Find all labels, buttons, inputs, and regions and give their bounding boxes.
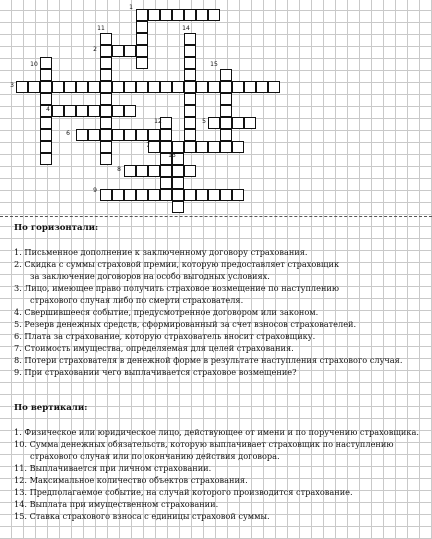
crossword-cell[interactable]: [232, 81, 244, 93]
crossword-cell[interactable]: [184, 141, 196, 153]
crossword-cell[interactable]: [52, 81, 64, 93]
crossword-cell[interactable]: [124, 105, 136, 117]
crossword-cell[interactable]: [124, 165, 136, 177]
crossword-cell[interactable]: [160, 177, 172, 189]
crossword-cell[interactable]: [100, 105, 112, 117]
crossword-cell[interactable]: [100, 153, 112, 165]
crossword-cell[interactable]: [160, 165, 172, 177]
crossword-cell[interactable]: [148, 165, 160, 177]
crossword-cell[interactable]: [100, 93, 112, 105]
clue-number: 6: [66, 130, 70, 137]
crossword-cell[interactable]: [136, 81, 148, 93]
horizontal-heading: По горизонтали:: [14, 223, 99, 233]
crossword-cell[interactable]: [40, 57, 52, 69]
clue-number: 14: [182, 25, 190, 32]
crossword-cell[interactable]: [124, 81, 136, 93]
crossword-cell[interactable]: [184, 33, 196, 45]
crossword-cell[interactable]: [100, 129, 112, 141]
clue-text: 7. Стоимость имущества, определяемая для целей страхования.: [14, 343, 294, 353]
vertical-heading: По вертикали:: [14, 403, 88, 413]
crossword-cell[interactable]: [196, 9, 208, 21]
clue-text: 6. Плата за страхование, которую страхователь вносит страховщику.: [14, 331, 316, 341]
clue-number: 8: [117, 166, 121, 173]
crossword-cell[interactable]: [160, 129, 172, 141]
crossword-cell[interactable]: [112, 81, 124, 93]
clue-text: 8. Потери страхователя в денежной форме в результате наступления страхового случая.: [14, 355, 403, 365]
crossword-cell[interactable]: [40, 141, 52, 153]
clue-number: 9: [93, 187, 97, 194]
clue-number: 7: [146, 142, 150, 149]
crossword-cell[interactable]: [100, 57, 112, 69]
clue-text: 11. Выплачивается при личном страховании.: [14, 463, 212, 473]
clue-text: 13. Предполагаемое событие, на случай которого производится страхование.: [14, 487, 353, 497]
crossword-cell[interactable]: [136, 189, 148, 201]
crossword-cell[interactable]: [232, 117, 244, 129]
crossword-cell[interactable]: [100, 81, 112, 93]
crossword-cell[interactable]: [136, 165, 148, 177]
clue-text: 15. Ставка страхового взноса с единицы страховой суммы.: [14, 511, 270, 521]
crossword-cell[interactable]: [160, 9, 172, 21]
clue-number: 15: [210, 61, 218, 68]
crossword-cell[interactable]: [268, 81, 280, 93]
crossword-cell[interactable]: [40, 153, 52, 165]
crossword-cell[interactable]: [136, 45, 148, 57]
crossword-cell[interactable]: [220, 81, 232, 93]
crossword-cell[interactable]: [208, 189, 220, 201]
crossword-cell[interactable]: [136, 129, 148, 141]
crossword-cell[interactable]: [88, 81, 100, 93]
crossword-cell[interactable]: [172, 177, 184, 189]
crossword-cell[interactable]: [184, 165, 196, 177]
crossword-cell[interactable]: [220, 105, 232, 117]
crossword-cell[interactable]: [40, 69, 52, 81]
crossword-cell[interactable]: [172, 201, 184, 213]
clue-text: 2. Скидка с суммы страховой премии, которую предоставляет страховщик: [14, 259, 340, 269]
crossword-cell[interactable]: [136, 33, 148, 45]
clue-text: 3. Лицо, имеющее право получить страховое возмещение по наступлению: [14, 283, 340, 293]
crossword-cell[interactable]: [184, 45, 196, 57]
crossword-cell[interactable]: [100, 189, 112, 201]
clue-number: 3: [10, 82, 14, 89]
crossword-cell[interactable]: [220, 69, 232, 81]
clue-number: 2: [93, 46, 97, 53]
crossword-cell[interactable]: [160, 81, 172, 93]
crossword-cell[interactable]: [124, 189, 136, 201]
crossword-cell[interactable]: [184, 93, 196, 105]
crossword-cell[interactable]: [124, 45, 136, 57]
clue-number: 10: [30, 61, 38, 68]
crossword-cell[interactable]: [148, 81, 160, 93]
crossword-cell[interactable]: [148, 189, 160, 201]
crossword-cell[interactable]: [220, 93, 232, 105]
crossword-cell[interactable]: [184, 129, 196, 141]
crossword-cell[interactable]: [148, 129, 160, 141]
crossword-cell[interactable]: [100, 69, 112, 81]
crossword-cell[interactable]: [196, 141, 208, 153]
crossword-cell[interactable]: [232, 141, 244, 153]
clue-number: 11: [97, 25, 105, 32]
crossword-cell[interactable]: [88, 105, 100, 117]
crossword-cell[interactable]: [76, 105, 88, 117]
crossword-cell[interactable]: [124, 129, 136, 141]
crossword-cell[interactable]: [244, 81, 256, 93]
crossword-cell[interactable]: [208, 141, 220, 153]
crossword-cell[interactable]: [184, 57, 196, 69]
divider: [0, 216, 432, 217]
crossword-cell[interactable]: [220, 129, 232, 141]
crossword-cell[interactable]: [40, 81, 52, 93]
clue-text: 5. Резерв денежных средств, сформированный за счет взносов страхователей.: [14, 319, 357, 329]
clue-text: 12. Максимальное количество объектов страхования.: [14, 475, 248, 485]
crossword-cell[interactable]: [172, 9, 184, 21]
clue-number: 13: [168, 152, 176, 159]
crossword-cell[interactable]: [172, 189, 184, 201]
crossword-grid: [0, 0, 432, 215]
crossword-cell[interactable]: [136, 21, 148, 33]
crossword-cell[interactable]: [208, 81, 220, 93]
crossword-cell[interactable]: [28, 81, 40, 93]
crossword-cell[interactable]: [220, 141, 232, 153]
clue-number: 5: [202, 118, 206, 125]
clue-text: страхового случая либо по смерти страхователя.: [30, 295, 244, 305]
clue-text: 4. Свершившееся событие, предусмотренное договором или законом.: [14, 307, 319, 317]
crossword-cell[interactable]: [76, 129, 88, 141]
crossword-cell[interactable]: [184, 69, 196, 81]
crossword-cell[interactable]: [136, 57, 148, 69]
crossword-cell[interactable]: [184, 189, 196, 201]
crossword-cell[interactable]: [172, 165, 184, 177]
clue-number: 12: [154, 118, 162, 125]
crossword-cell[interactable]: [76, 81, 88, 93]
crossword-cell[interactable]: [184, 81, 196, 93]
crossword-cell[interactable]: [184, 117, 196, 129]
crossword-cell[interactable]: [148, 9, 160, 21]
clue-text: страхового случая или по окончанию действия договора.: [30, 451, 280, 461]
crossword-cell[interactable]: [220, 117, 232, 129]
clue-text: 10. Сумма денежных обязательств, которую выплачивает страховщик по наступлению: [14, 439, 394, 449]
clue-number: 4: [46, 106, 50, 113]
crossword-cell[interactable]: [112, 129, 124, 141]
crossword-cell[interactable]: [40, 129, 52, 141]
crossword-cell[interactable]: [136, 9, 148, 21]
clue-text: 9. При страховании чего выплачивается страховое возмещение?: [14, 367, 297, 377]
crossword-cell[interactable]: [232, 189, 244, 201]
crossword-cell[interactable]: [64, 81, 76, 93]
crossword-cell[interactable]: [100, 33, 112, 45]
crossword-cell[interactable]: [100, 117, 112, 129]
crossword-cell[interactable]: [112, 45, 124, 57]
clue-text: 1. Физическое или юридическое лицо, действующее от имени и по поручению страховщика.: [14, 427, 419, 437]
clue-text: 1. Письменное дополнение к заключенному договору страхования.: [14, 247, 308, 257]
clue-text: за заключение договоров на особо выгодных условиях.: [30, 271, 270, 281]
crossword-cell[interactable]: [256, 81, 268, 93]
crossword-cell[interactable]: [208, 9, 220, 21]
crossword-cell[interactable]: [196, 189, 208, 201]
crossword-cell[interactable]: [196, 81, 208, 93]
crossword-cell[interactable]: [172, 81, 184, 93]
crossword-cell[interactable]: [100, 45, 112, 57]
crossword-cell[interactable]: [40, 93, 52, 105]
crossword-cell[interactable]: [112, 105, 124, 117]
clue-text: 14. Выплата при имущественном страховании.: [14, 499, 219, 509]
crossword-cell[interactable]: [184, 9, 196, 21]
crossword-cell[interactable]: [244, 117, 256, 129]
crossword-cell[interactable]: [220, 189, 232, 201]
crossword-cell[interactable]: [184, 105, 196, 117]
crossword-cell[interactable]: [40, 117, 52, 129]
crossword-cell[interactable]: [112, 189, 124, 201]
crossword-cell[interactable]: [64, 105, 76, 117]
crossword-cell[interactable]: [100, 141, 112, 153]
clue-number: 1: [129, 4, 133, 11]
crossword-cell[interactable]: [88, 129, 100, 141]
crossword-cell[interactable]: [160, 189, 172, 201]
